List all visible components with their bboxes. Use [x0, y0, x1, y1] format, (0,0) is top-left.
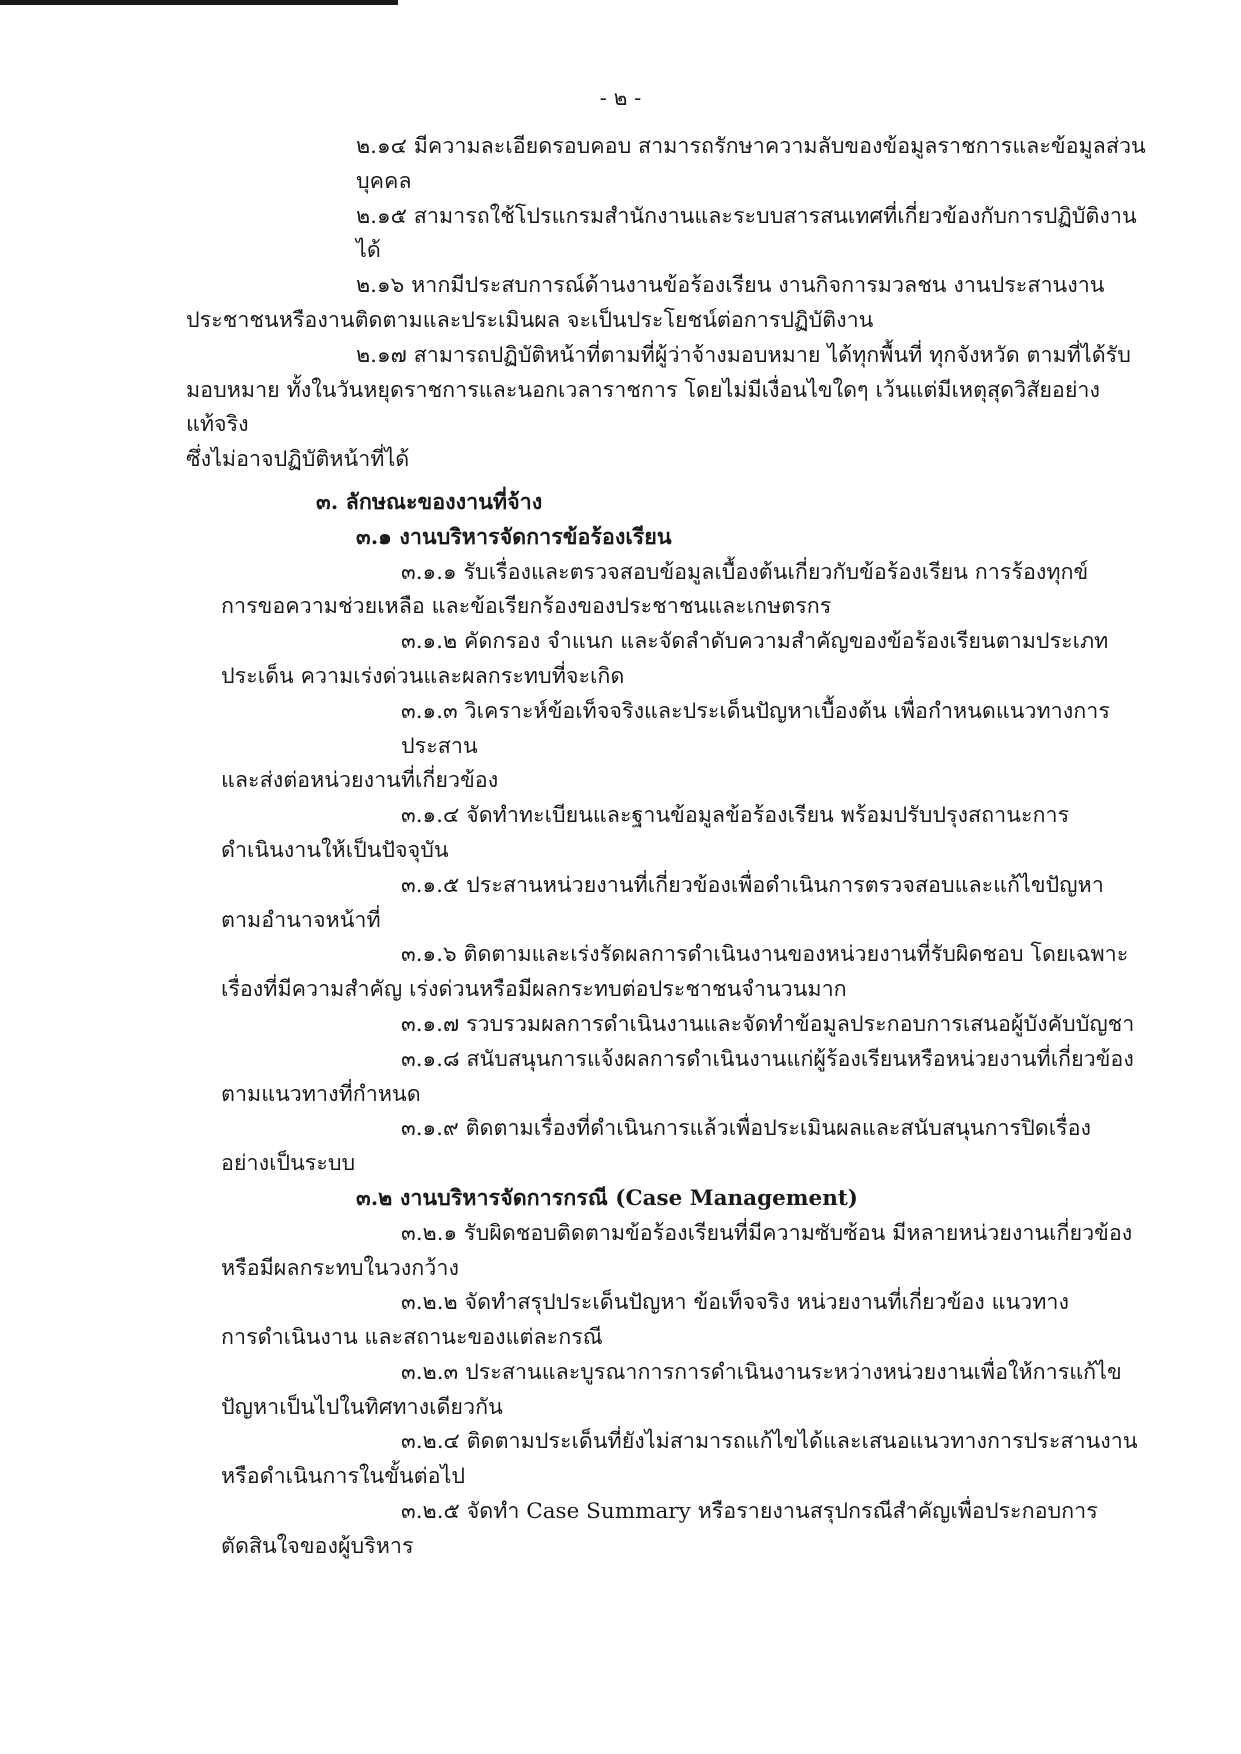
- item-continuation-line: หรือมีผลกระทบในวงกว้าง: [221, 1255, 459, 1281]
- item-first-line: ๒.๑๔ มีความละเอียดรอบคอบ สามารถรักษาความลับของข้อมูลราชการและข้อมูลส่วนบุคคล: [356, 134, 1146, 194]
- list-item: [186, 1043, 1146, 1113]
- item-continuation-line: ประชาชนหรืองานติดตามและประเมินผล จะเป็นประโยชน์ต่อการปฏิบัติงาน: [186, 307, 874, 333]
- list-item: [186, 339, 1146, 478]
- list-item: [186, 130, 1146, 200]
- item-first-line: ๓.๑.๙ ติดตามเรื่องที่ดำเนินการแล้วเพื่อประเมินผลและสนับสนุนการปิดเรื่อง: [401, 1116, 1092, 1142]
- list-item: [186, 1217, 1146, 1287]
- item-first-line: ๓.๒.๒ จัดทำสรุปประเด็นปัญหา ข้อเท็จจริง หน่วยงานที่เกี่ยวข้อง แนวทาง: [401, 1290, 1070, 1316]
- item-first-line: ๓.๒.๓ ประสานและบูรณาการการดำเนินงานระหว่างหน่วยงานเพื่อให้การแก้ไข: [401, 1359, 1122, 1385]
- item-first-line: ๒.๑๗ สามารถปฏิบัติหน้าที่ตามที่ผู้ว่าจ้างมอบหมาย ได้ทุกพื้นที่ ทุกจังหวัด ตามที่ได้รับ: [356, 342, 1131, 368]
- document-body: [186, 130, 1146, 1565]
- item-first-line: ๓.๑.๘ สนับสนุนการแจ้งผลการดำเนินงานแก่ผู้ร้องเรียนหรือหน่วยงานที่เกี่ยวข้อง: [401, 1046, 1134, 1072]
- item-continuation-line: และส่งต่อหน่วยงานที่เกี่ยวข้อง: [221, 768, 499, 794]
- list-item: [186, 869, 1146, 939]
- item-continuation-line: ประเด็น ความเร่งด่วนและผลกระทบที่จะเกิด: [221, 663, 625, 689]
- list-item: [186, 938, 1146, 1008]
- item-first-line: ๓.๑.๖ ติดตามและเร่งรัดผลการดำเนินงานของหน่วยงานที่รับผิดชอบ โดยเฉพาะ: [401, 942, 1129, 968]
- list-item: [186, 200, 1146, 270]
- list-item: [186, 1356, 1146, 1426]
- section-3-2-list: [186, 1217, 1146, 1565]
- list-item: [186, 1008, 1146, 1043]
- item-continuation-line: ตามอำนาจหน้าที่: [221, 907, 381, 933]
- item-continuation-line: อย่างเป็นระบบ: [221, 1151, 356, 1177]
- item-first-line: ๓.๒.๑ รับผิดชอบติดตามข้อร้องเรียนที่มีความซับซ้อน มีหลายหน่วยงานเกี่ยวข้อง: [401, 1220, 1133, 1246]
- item-first-line: ๓.๑.๗ รวบรวมผลการดำเนินงานและจัดทำข้อมูลประกอบการเสนอผู้บังคับบัญชา: [401, 1011, 1135, 1037]
- item-continuation-line: ตามแนวทางที่กำหนด: [221, 1081, 421, 1107]
- item-continuation-line: หรือดำเนินการในขั้นต่อไป: [221, 1464, 465, 1490]
- list-item: [186, 1495, 1146, 1565]
- item-first-line: ๓.๒.๔ ติดตามประเด็นที่ยังไม่สามารถแก้ไขได้และเสนอแนวทางการประสานงาน: [401, 1429, 1138, 1455]
- item-first-line: ๒.๑๕ สามารถใช้โปรแกรมสำนักงานและระบบสารสนเทศที่เกี่ยวข้องกับการปฏิบัติงานได้: [356, 203, 1137, 264]
- list-item: [186, 556, 1146, 626]
- list-item: [186, 799, 1146, 869]
- section-2-list: [186, 130, 1146, 478]
- section-3-1-list: [186, 556, 1146, 1182]
- item-continuation-line: มอบหมาย ทั้งในวันหยุดราชการและนอกเวลาราชการ โดยไม่มีเงื่อนไขใดๆ เว้นแต่มีเหตุสุดวิสัยอย่างแท้จริง: [186, 377, 1100, 438]
- item-first-line: ๓.๑.๒ คัดกรอง จำแนก และจัดลำดับความสำคัญของข้อร้องเรียนตามประเภท: [401, 629, 1109, 655]
- item-first-line: ๓.๒.๕ จัดทำ Case Summary หรือรายงานสรุปกรณีสำคัญเพื่อประกอบการ: [401, 1499, 1098, 1525]
- list-item: [186, 1425, 1146, 1495]
- list-item: [186, 695, 1146, 799]
- page-number: - ๒ -: [599, 86, 642, 110]
- section-3-2-heading: ๓.๒ งานบริหารจัดการกรณี (Case Management): [356, 1185, 858, 1211]
- item-first-line: ๒.๑๖ หากมีประสบการณ์ด้านงานข้อร้องเรียน งานกิจการมวลชน งานประสานงาน: [356, 273, 1105, 299]
- item-continuation-line: การขอความช่วยเหลือ และข้อเรียกร้องของประชาชนและเกษตรกร: [221, 594, 832, 620]
- list-item: [186, 1286, 1146, 1356]
- item-continuation-line: ดำเนินงานให้เป็นปัจจุบัน: [221, 837, 449, 863]
- list-item: [186, 625, 1146, 695]
- item-continuation-line: เรื่องที่มีความสำคัญ เร่งด่วนหรือมีผลกระทบต่อประชาชนจำนวนมาก: [221, 977, 847, 1003]
- section-3-1-heading: ๓.๑ งานบริหารจัดการข้อร้องเรียน: [356, 524, 672, 550]
- item-first-line: ๓.๑.๓ วิเคราะห์ข้อเท็จจริงและประเด็นปัญหาเบื้องต้น เพื่อกำหนดแนวทางการประสาน: [401, 698, 1110, 759]
- item-continuation-line: ซึ่งไม่อาจปฏิบัติหน้าที่ได้: [186, 447, 410, 473]
- item-first-line: ๓.๑.๕ ประสานหน่วยงานที่เกี่ยวข้องเพื่อดำเนินการตรวจสอบและแก้ไขปัญหา: [401, 872, 1104, 898]
- item-first-line: ๓.๑.๑ รับเรื่องและตรวจสอบข้อมูลเบื้องต้นเกี่ยวกับข้อร้องเรียน การร้องทุกข์: [401, 559, 1089, 585]
- item-first-line: ๓.๑.๔ จัดทำทะเบียนและฐานข้อมูลข้อร้องเรียน พร้อมปรับปรุงสถานะการ: [401, 803, 1070, 829]
- item-continuation-line: ตัดสินใจของผู้บริหาร: [221, 1533, 414, 1559]
- item-continuation-line: ปัญหาเป็นไปในทิศทางเดียวกัน: [221, 1394, 503, 1420]
- section-3-heading: ๓. ลักษณะของงานที่จ้าง: [316, 489, 543, 515]
- item-continuation-line: การดำเนินงาน และสถานะของแต่ละกรณี: [221, 1325, 603, 1351]
- header-rule: [0, 0, 398, 5]
- list-item: [186, 1112, 1146, 1182]
- list-item: [186, 269, 1146, 339]
